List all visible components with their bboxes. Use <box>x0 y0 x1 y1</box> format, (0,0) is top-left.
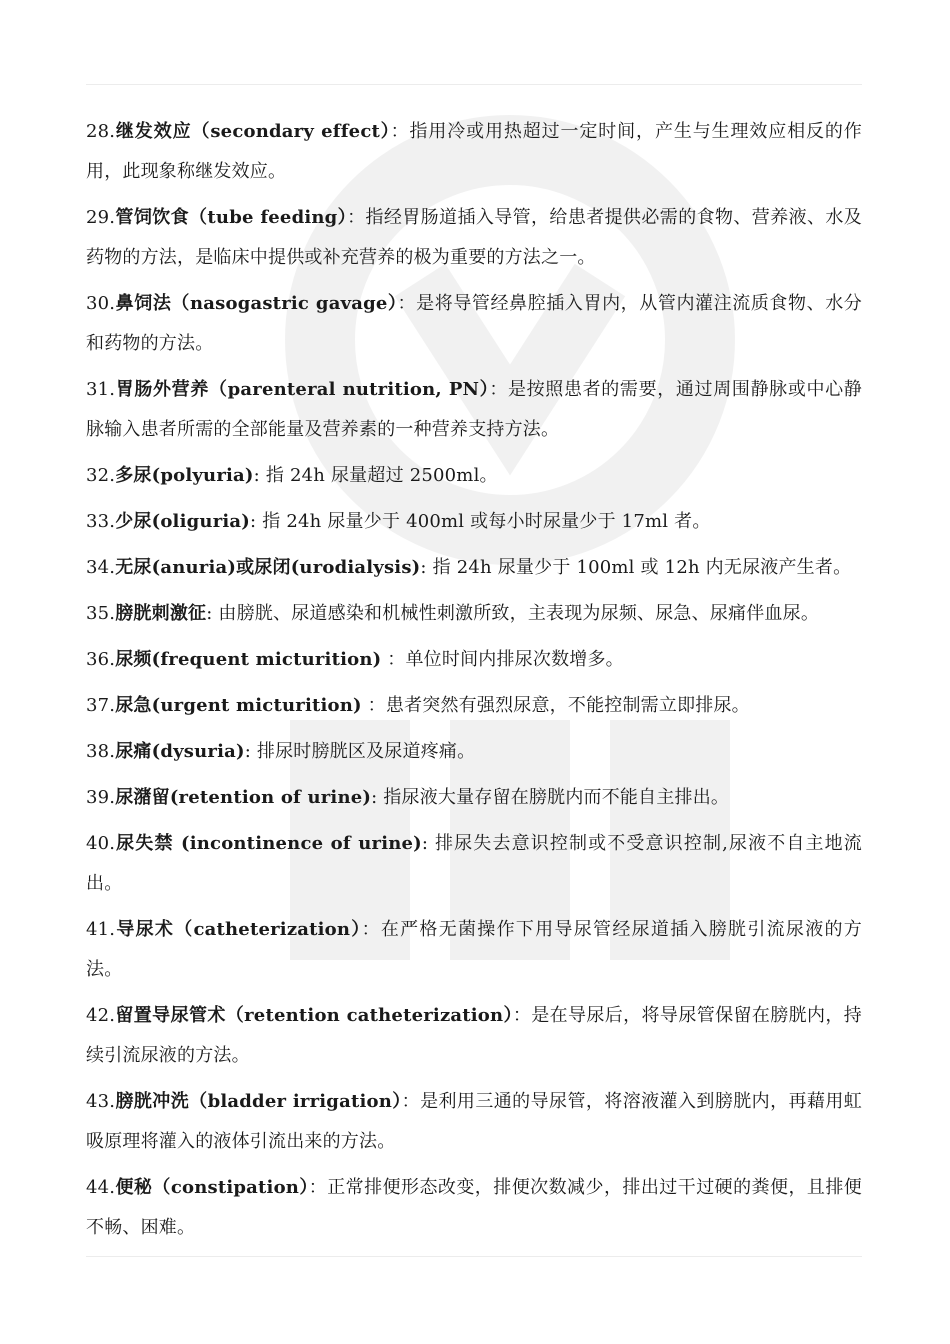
glossary-entry-31 <box>86 370 862 450</box>
entry-number: 41. <box>86 919 116 940</box>
glossary-entry-28 <box>86 112 862 192</box>
entry-definition: ：患者突然有强烈尿意，不能控制需立即排尿。 <box>361 695 750 716</box>
entry-number: 42. <box>86 1005 116 1026</box>
entry-number: 38. <box>86 741 116 762</box>
glossary-entry-42 <box>86 996 862 1076</box>
entry-definition: : 指尿液大量存留在膀胱内而不能自主排出。 <box>371 787 730 808</box>
entry-term: 尿频(frequent micturition) <box>115 649 382 670</box>
bottom-rule <box>86 1256 862 1257</box>
entry-definition: ：是按照患者的需要，通过周围静脉或中心静脉输入患者所需的全部能量及营养素的一种营养支持方法。 <box>86 379 862 440</box>
entry-definition: ：正常排便形态改变，排便次数减少，排出过干过硬的粪便，且排便不畅、困难。 <box>86 1177 862 1238</box>
entry-term: 无尿(anuria)或尿闭(urodialysis) <box>115 557 421 578</box>
entry-term: 留置导尿管术（retention catheterization） <box>115 1005 513 1026</box>
entry-number: 34. <box>86 557 116 578</box>
entry-term: 导尿术（catheterization） <box>115 919 362 940</box>
entry-number: 33. <box>86 511 116 532</box>
entry-number: 31. <box>86 379 116 400</box>
entry-number: 29. <box>86 207 116 228</box>
glossary-entry-34 <box>86 548 862 588</box>
entry-term: 少尿(oliguria) <box>115 511 251 532</box>
entry-number: 43. <box>86 1091 116 1112</box>
glossary-list <box>86 112 862 1254</box>
entry-definition: ：在严格无菌操作下用导尿管经尿道插入膀胱引流尿液的方法。 <box>86 919 862 980</box>
glossary-entry-43 <box>86 1082 862 1162</box>
entry-number: 30. <box>86 293 116 314</box>
entry-number: 37. <box>86 695 116 716</box>
top-rule <box>86 84 862 85</box>
entry-definition: : 由膀胱、尿道感染和机械性刺激所致，主表现为尿频、尿急、尿痛伴血尿。 <box>206 603 820 624</box>
glossary-entry-36 <box>86 640 862 680</box>
entry-definition: : 指 24h 尿量少于 100ml 或 12h 内无尿液产生者。 <box>420 557 852 578</box>
entry-term: 多尿(polyuria) <box>115 465 254 486</box>
glossary-entry-41 <box>86 910 862 990</box>
entry-number: 40. <box>86 833 116 854</box>
entry-definition: : 排尿时膀胱区及尿道疼痛。 <box>244 741 476 762</box>
entry-definition: ：是在导尿后，将导尿管保留在膀胱内，持续引流尿液的方法。 <box>86 1005 862 1066</box>
entry-definition: ：单位时间内排尿次数增多。 <box>381 649 624 670</box>
entry-number: 32. <box>86 465 116 486</box>
entry-term: 尿急(urgent micturition) <box>115 695 362 716</box>
glossary-entry-38 <box>86 732 862 772</box>
glossary-entry-30 <box>86 284 862 364</box>
entry-number: 44. <box>86 1177 116 1198</box>
entry-number: 39. <box>86 787 116 808</box>
glossary-entry-35 <box>86 594 862 634</box>
entry-term: 鼻饲法（nasogastric gavage） <box>115 293 398 314</box>
entry-definition: : 指 24h 尿量少于 400ml 或每小时尿量少于 17ml 者。 <box>250 511 711 532</box>
entry-number: 35. <box>86 603 116 624</box>
entry-term: 尿痛(dysuria) <box>115 741 245 762</box>
glossary-entry-37 <box>86 686 862 726</box>
entry-term: 胃肠外营养（parenteral nutrition, PN） <box>115 379 490 400</box>
entry-definition: ：是利用三通的导尿管，将溶液灌入到膀胱内，再藉用虹吸原理将灌入的液体引流出来的方法。 <box>86 1091 862 1152</box>
entry-term: 继发效应（secondary effect） <box>115 121 391 142</box>
entry-term: 尿潴留(retention of urine) <box>115 787 372 808</box>
glossary-entry-39 <box>86 778 862 818</box>
entry-number: 28. <box>86 121 116 142</box>
entry-definition: ：是将导管经鼻腔插入胃内，从管内灌注流质食物、水分和药物的方法。 <box>86 293 862 354</box>
entry-term: 尿失禁 (incontinence of urine) <box>115 833 422 854</box>
glossary-entry-33 <box>86 502 862 542</box>
glossary-entry-40 <box>86 824 862 904</box>
entry-term: 膀胱冲洗（bladder irrigation） <box>115 1091 402 1112</box>
entry-definition: ：指用冷或用热超过一定时间，产生与生理效应相反的作用，此现象称继发效应。 <box>86 121 862 182</box>
glossary-entry-29 <box>86 198 862 278</box>
entry-number: 36. <box>86 649 116 670</box>
entry-term: 管饲饮食（tube feeding） <box>115 207 348 228</box>
entry-term: 便秘（constipation） <box>115 1177 309 1198</box>
glossary-entry-32 <box>86 456 862 496</box>
entry-definition: ：指经胃肠道插入导管，给患者提供必需的食物、营养液、水及药物的方法，是临床中提供或补充营养的极为重要的方法之一。 <box>86 207 862 268</box>
entry-term: 膀胱刺激征 <box>115 603 207 624</box>
glossary-entry-44 <box>86 1168 862 1248</box>
entry-definition: : 排尿失去意识控制或不受意识控制,尿液不自主地流出。 <box>86 833 862 894</box>
entry-definition: : 指 24h 尿量超过 2500ml。 <box>253 465 498 486</box>
